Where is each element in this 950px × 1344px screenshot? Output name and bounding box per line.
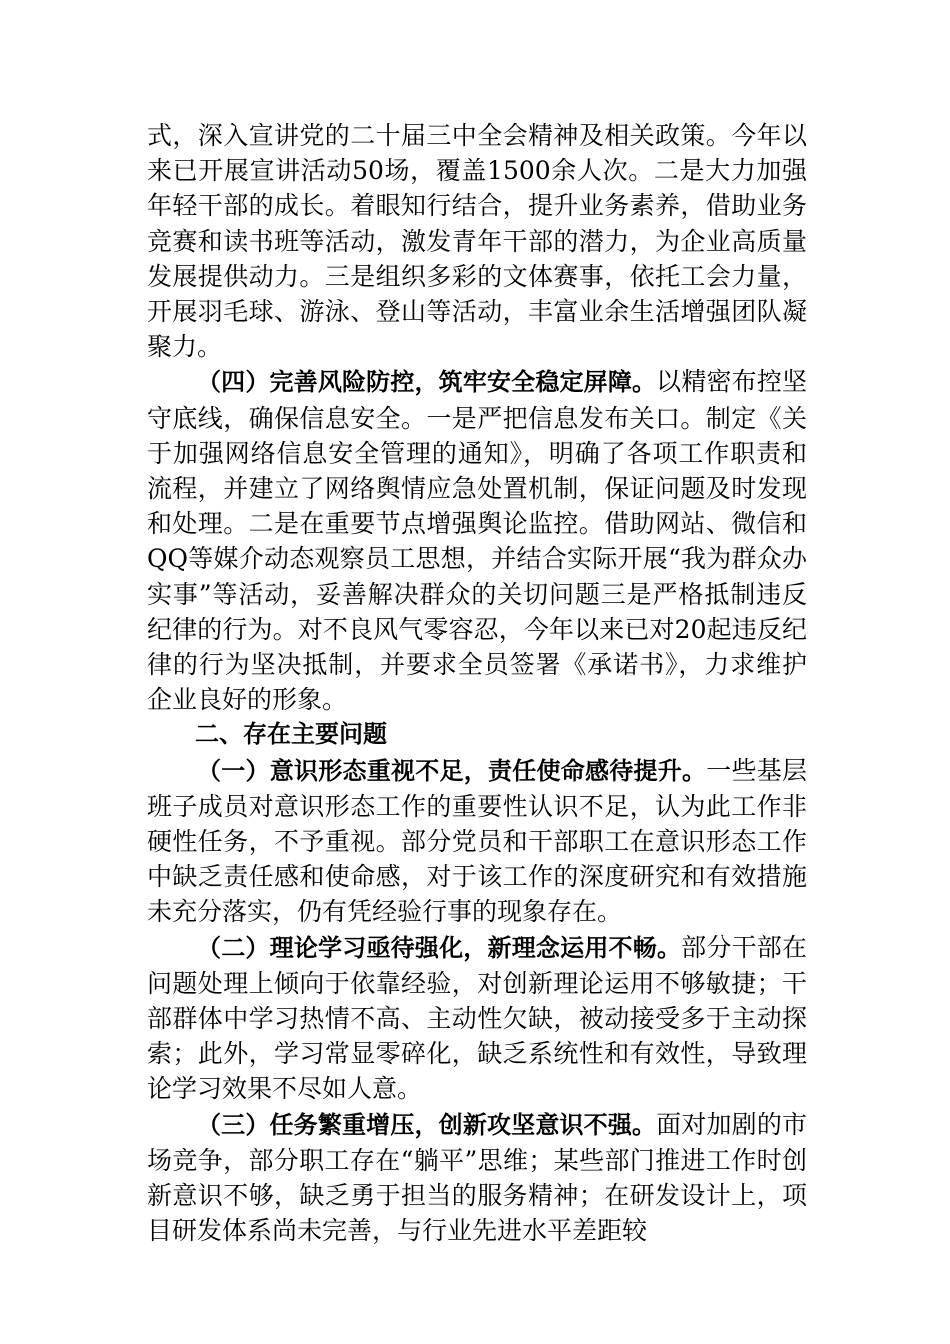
- paragraph-text: 以精密布控坚守底线，确保信息安全。一是严把信息发布关口。制定《关于加强网络信息安全管理的通知》，明确了各项工作职责和流程，并建立了网络舆情应急处置机制，保证问题及时发现和处理。二是在重要节点增强舆论监控。借助网站、微信和QQ等媒介动态观察员工思想，并结合实际开展“我为群众办实事”等活动，妥善解决群众的关切问题三是严格抵制违反纪律的行为。对不良风气零容忍，今年以来已对20起违反纪律的行为坚决抵制，并要求全员签署《承诺书》，力求维护企业良好的形象。: [147, 367, 807, 715]
- paragraph-lead: （四）完善风险防控，筑牢安全稳定屏障。: [197, 368, 657, 397]
- paragraph-text: 面对加剧的市场竞争，部分职工存在“躺平”思维；某些部门推进工作时创新意识不够，缺乏勇于担当的服务精神；在研发设计上，项目研发体系尚未完善，与行业先进水平差距较: [147, 1109, 807, 1246]
- paragraph-problem-3: [147, 1107, 807, 1249]
- document-page: [147, 118, 807, 1249]
- paragraph-problem-2: [147, 930, 807, 1107]
- paragraph-text: 一些基层班子成员对意识形态工作的重要性认识不足，认为此工作非硬性任务，不予重视。部分党员和干部职工在意识形态工作中缺乏责任感和使命感，对于该工作的深度研究和有效措施未充分落实，仍有凭经验行事的现象存在。: [147, 755, 807, 927]
- paragraph-text: 式，深入宣讲党的二十届三中全会精神及相关政策。今年以来已开展宣讲活动50场，覆盖1500余人次。二是大力加强年轻干部的成长。着眼知行结合，提升业务素养，借助业务竞赛和读书班等活动，激发青年干部的潜力，为企业高质量发展提供动力。三是组织多彩的文体赛事，依托工会力量，开展羽毛球、游泳、登山等活动，丰富业余生活增强团队凝聚力。: [147, 121, 807, 362]
- section-heading: 二、存在主要问题: [195, 720, 387, 749]
- paragraph-problem-1: [147, 753, 807, 930]
- paragraph-continuation: [147, 118, 807, 364]
- paragraph-lead: （一）意识形态重视不足，责任使命感待提升。: [197, 756, 707, 785]
- paragraph-risk-control: [147, 364, 807, 717]
- paragraph-lead: （三）任务繁重增压，创新攻坚意识不强。: [197, 1110, 657, 1139]
- paragraph-text: 部分干部在问题处理上倾向于依靠经验，对创新理论运用不够敏捷；干部群体中学习热情不高、主动性欠缺，被动接受多于主动探索；此外，学习常显零碎化，缺乏系统性和有效性，导致理论学习效果不尽如人意。: [147, 932, 807, 1104]
- paragraph-lead: （二）理论学习亟待强化，新理念运用不畅。: [197, 933, 682, 962]
